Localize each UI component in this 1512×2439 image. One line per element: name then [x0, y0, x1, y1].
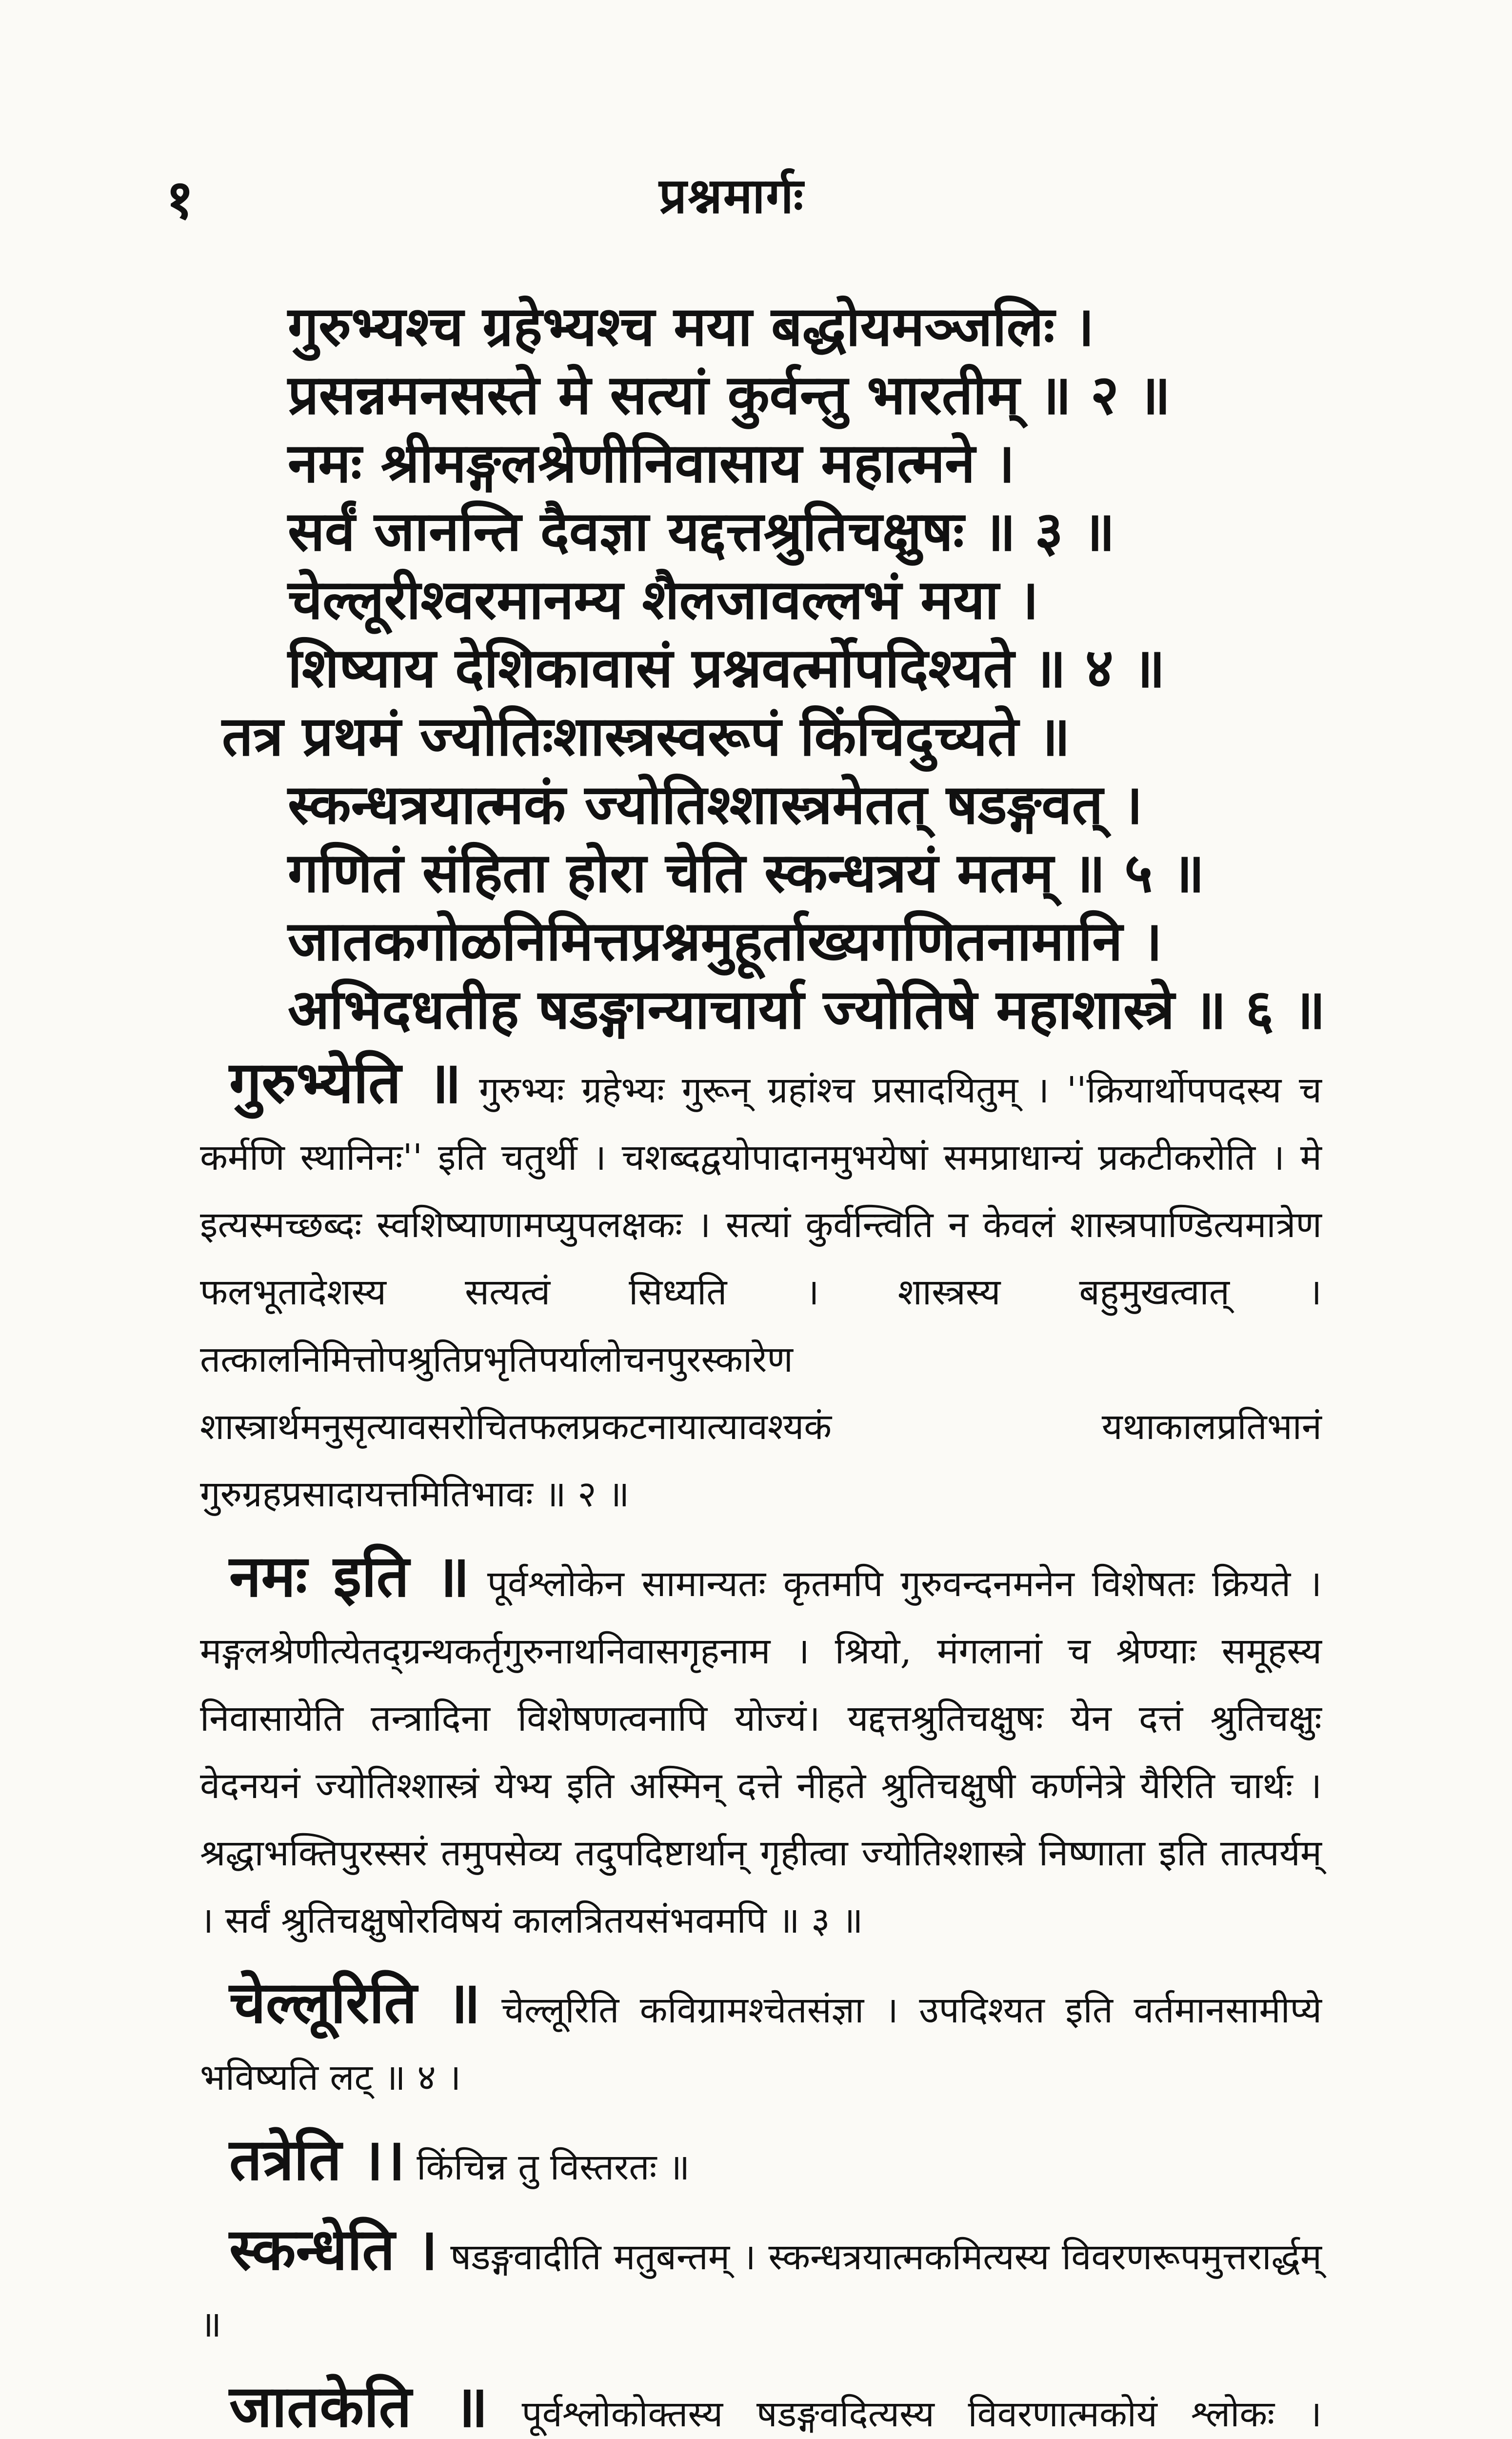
commentary-text: गुरुभ्यः ग्रहेभ्यः गुरून् ग्रहांश्च प्रसादयितुम् । ''क्रियार्थोपपदस्य च कर्मणि स्थानिनः'' इति चतुर्थी । चशब्दद्वयोपादानमुभयेषां समप्राधान्यं प्रकटीकरोति । मे इत्यस्मच्छब्दः स्वशिष्याणामप्युपलक्षकः । सत्यां कुर्वन्त्विति न केवलं शास्त्रपाण्डित्यमात्रेण फलभूतादेशस्य सत्यत्वं सिध्यति । शास्त्रस्य बहुमुखत्वात् । तत्कालनिमित्तोपश्रुतिप्रभृतिपर्यालोचनपुरस्कारेण शास्त्रार्थमनुसृत्यावसरोचितफलप्रकटनायात्यावश्यकं यथाकालप्रतिभानं गुरुग्रहप्रसादायत्तमितिभावः ॥ २ ॥ — [200, 1069, 1322, 1515]
commentary-lemma: नमः इति ॥ — [229, 1542, 470, 1610]
commentary-text: किंचिन्न तु विस्तरतः ॥ — [417, 2146, 690, 2188]
commentary-paragraph — [200, 1969, 1322, 2111]
verse-line: सर्वं जानन्ति दैवज्ञा यद्दत्तश्रुतिचक्षुषः ॥ ३ ॥ — [288, 500, 1115, 563]
verse-line: गणितं संहिता होरा चेति स्कन्धत्रयं मतम् ॥ ५ ॥ — [288, 841, 1205, 905]
verse-block — [0, 293, 1512, 1044]
verse-line: शिष्याय देशिकावासं प्रश्नवर्त्मोपदिश्यते ॥ ४ ॥ — [288, 636, 1166, 700]
verse-line: स्कन्धत्रयात्मकं ज्योतिश्शास्त्रमेतत् षडङ्गवत् । — [288, 773, 1143, 837]
page-number: १ — [166, 168, 194, 231]
verse-line: गुरुभ्यश्च ग्रहेभ्यश्च मया बद्धोयमञ्जलिः । — [288, 295, 1094, 359]
commentary-paragraph — [200, 2126, 1322, 2201]
verse-line: जातकगोळनिमित्तप्रश्नमुहूर्ताख्यगणितनामानि । — [288, 909, 1163, 973]
commentary-lemma: तत्रेति ।। — [229, 2125, 405, 2193]
commentary-lemma: जातकेति ॥ — [229, 2372, 488, 2439]
page-header — [146, 161, 1317, 231]
commentary-text: चेल्लूरिति कविग्रामश्चेतसंज्ञा । उपदिश्यत इति वर्तमानसामीप्ये भविष्यति लट् ॥ ४ । — [200, 1989, 1322, 2099]
commentary-paragraph — [200, 1049, 1322, 1528]
commentary-text: पूर्वश्लोकेन सामान्यतः कृतमपि गुरुवन्दनमनेन विशेषतः क्रियते । मङ्गलश्रेणीत्येतद्ग्रन्थकर्तृगुरुनाथनिवासगृहनाम । श्रियो, मंगलानां च श्रेण्याः समूहस्य निवासायेति तन्त्रादिना विशेषणत्वनापि योज्यं। यद्दत्तश्रुतिचक्षुषः येन दत्तं श्रुतिचक्षुः वेदनयनं ज्योतिश्शास्त्रं येभ्य इति अस्मिन् दत्ते नीहते श्रुतिचक्षुषी कर्णनेत्रे यैरिति चार्थः । श्रद्धाभक्तिपुरस्सरं तमुपसेव्य तदुपदिष्टार्थान् गृहीत्वा ज्योतिश्शास्त्रे निष्णाता इति तात्पर्यम् । सर्वं श्रुतिचक्षुषोरविषयं कालत्रितयसंभवमपि ॥ ३ ॥ — [200, 1563, 1322, 1941]
commentary-paragraph — [200, 1542, 1322, 1954]
verse-line: प्रसन्नमनसस्ते मे सत्यां कुर्वन्तु भारतीम् ॥ २ ॥ — [288, 363, 1171, 427]
commentary-lemma: गुरुभ्येति ॥ — [229, 1048, 462, 1116]
commentary-paragraph — [200, 2373, 1322, 2439]
commentary-lemma: चेल्लूरिति ॥ — [229, 1968, 481, 2036]
verse-line: नमः श्रीमङ्गलश्रेणीनिवासाय महात्मने । — [288, 431, 1015, 495]
commentary-text: पूर्वश्लोकोक्तस्य षडङ्गवदित्यस्य विवरणात्मकोयं श्लोकः । — [521, 2393, 1322, 2435]
running-title: प्रश्नमार्गः — [659, 167, 804, 224]
commentary-text: षडङ्गवादीति मतुबन्तम् । स्कन्धत्रयात्मकमित्यस्य विवरणरूपमुत्तरार्द्धम् ॥ — [200, 2236, 1322, 2345]
commentary-lemma: स्कन्धेति । — [229, 2215, 438, 2283]
verse-line: अभिदधतीह षडङ्गान्याचार्या ज्योतिषे महाशास्त्रे ॥ ६ ॥ — [288, 978, 1326, 1041]
verse-line: चेल्लूरीश्वरमानम्य शैलजावल्लभं मया । — [288, 568, 1039, 632]
commentary-block — [200, 1049, 1322, 2439]
commentary-paragraph — [200, 2216, 1322, 2358]
section-intro-line: तत्र प्रथमं ज्योतिःशास्त्रस्वरूपं किंचिदुच्यते ॥ — [222, 704, 1071, 768]
